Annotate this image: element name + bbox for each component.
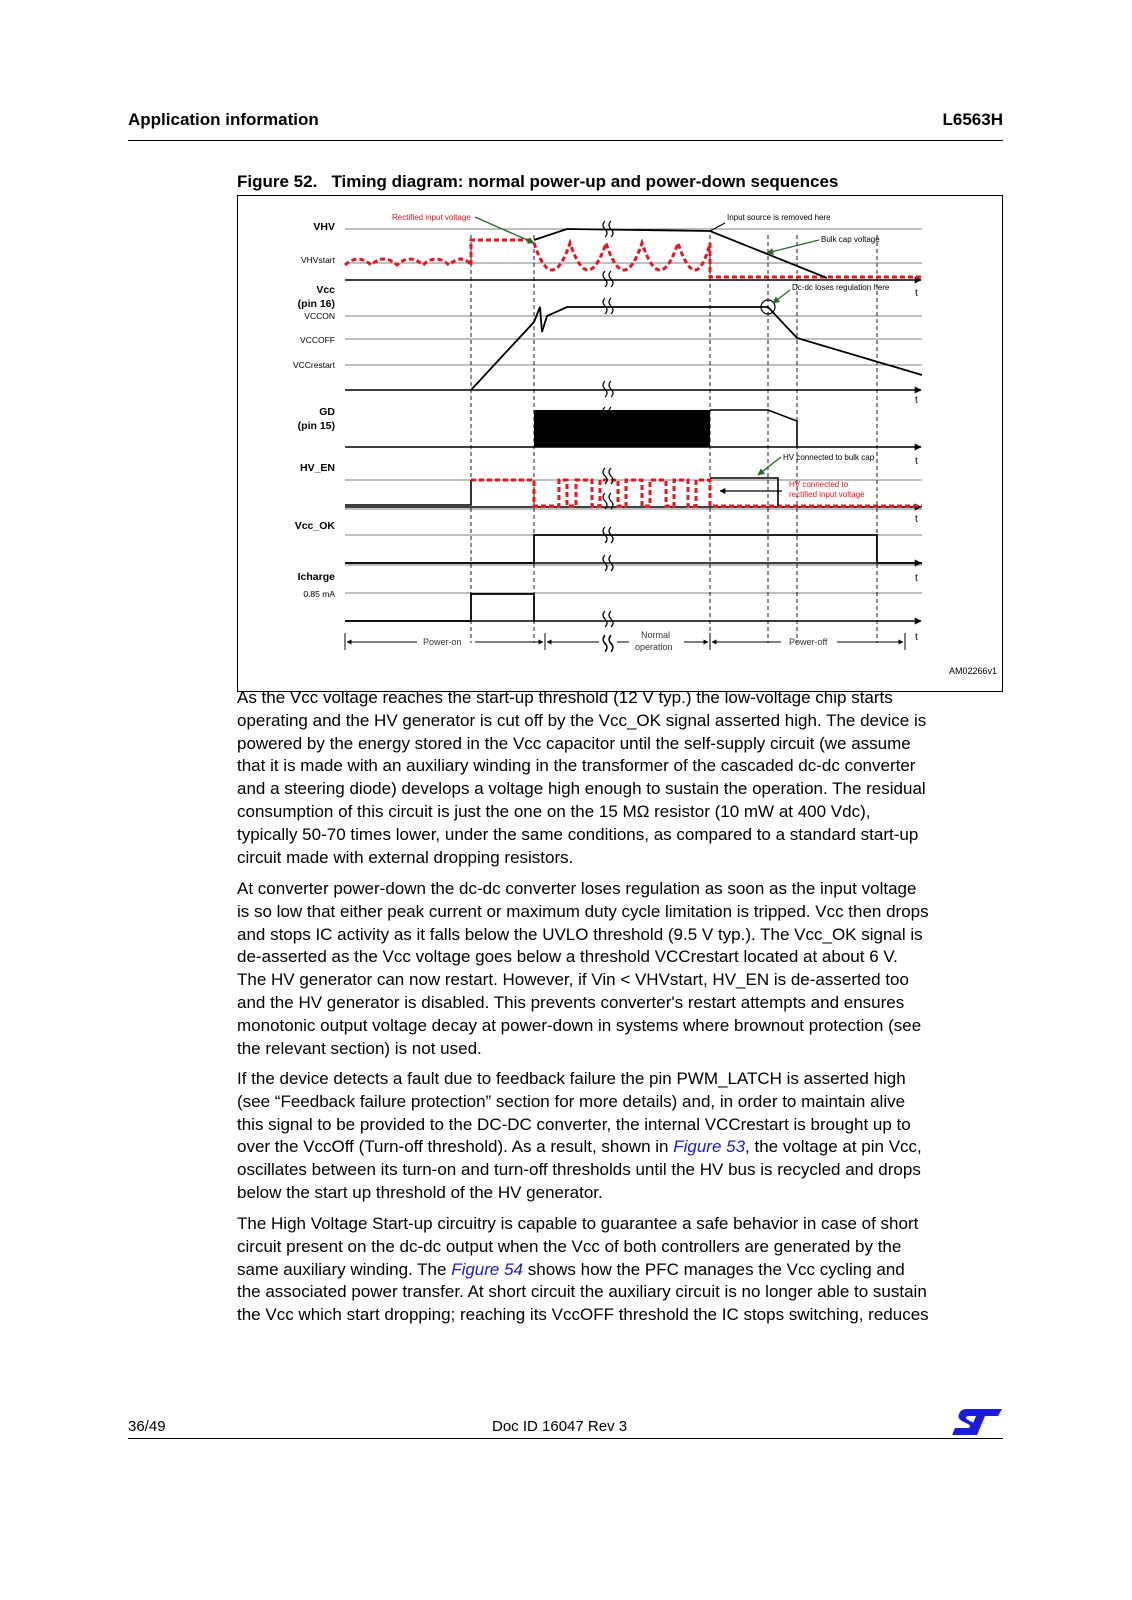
section-title: Application information (128, 110, 319, 129)
label-vcc-pin: (pin 16) (297, 298, 335, 310)
phase-labels (423, 630, 828, 652)
page-number: 36/49 (128, 1418, 166, 1435)
label-vcc-ok: Vcc_OK (294, 520, 335, 532)
paragraph-2 (237, 878, 1007, 1060)
t-labels (915, 288, 918, 643)
label-gd-pin: (pin 15) (297, 420, 335, 432)
phase-operation: operation (635, 642, 673, 652)
t-label: t (915, 573, 918, 584)
doc-id: Doc ID 16047 Rev 3 (492, 1418, 628, 1435)
vcc-ok-trace (345, 535, 922, 563)
annotation-input-removed: Input source is removed here (727, 213, 831, 222)
label-vhvstart: VHVstart (300, 255, 335, 265)
footer-rule (128, 1438, 1003, 1439)
signal-labels (292, 221, 336, 583)
figure-code: AM02266v1 (948, 666, 997, 676)
paragraph-3-line: (see “Feedback failure protection” section for more details) and, in order to maintain alive (237, 1091, 906, 1111)
paragraph-3-line: oscillates between its turn-on and turn-off thresholds until the HV bus is recycled and drops (237, 1160, 921, 1180)
label-icharge: Icharge (297, 571, 335, 583)
paragraph-1-line: As the Vcc voltage reaches the start-up threshold (12 V typ.) the low-voltage chip starts (237, 688, 893, 707)
label-vccon: VCCON (304, 311, 335, 321)
annotation-hv-bulk: HV connected to bulk cap (783, 453, 875, 462)
label-vccoff: VCCOFF (300, 335, 335, 345)
annotation-bulk-cap: Bulk cap voltage (821, 235, 880, 244)
paragraph-2-line: and stops IC activity as it falls below the UVLO threshold (9.5 V typ.). The Vcc_OK signal is (237, 924, 923, 944)
label-hv-en: HV_EN (299, 462, 335, 474)
label-vhv: VHV (313, 221, 335, 233)
paragraph-2-line: monotonic output voltage decay at power-down in systems where brownout protection (see (237, 1015, 922, 1035)
paragraph-4-line: shows how the PFC manages the Vcc cycling and (523, 1259, 905, 1279)
paragraph-4-line: same auxiliary winding. The (237, 1259, 452, 1279)
paragraph-1-line: circuit made with external dropping resistors. (237, 847, 574, 867)
paragraph-2-line: is so low that either peak current or maximum duty cycle limitation is tripped. Vcc then drops (237, 901, 929, 921)
paragraph-1-line: powered by the energy stored in the Vcc capacitor until the self-supply circuit (we assume (237, 733, 911, 753)
paragraph-2-line: At converter power-down the dc-dc converter loses regulation as soon as the input voltage (237, 879, 917, 898)
paragraph-2-line: The HV generator can now restart. However, if Vin < VHVstart, HV_EN is de-asserted too (237, 970, 909, 990)
paragraph-4 (237, 1213, 1007, 1327)
paragraph-3-line: below the start up threshold of the HV generator. (237, 1182, 603, 1202)
vcc-trace (471, 300, 922, 390)
t-label: t (915, 632, 918, 643)
annotations (392, 213, 890, 499)
label-current: 0.85 mA (303, 589, 335, 599)
paragraph-4-line: The High Voltage Start-up circuitry is capable to guarantee a safe behavior in case of short (237, 1214, 919, 1233)
paragraph-1-line: operating and the HV generator is cut off by the Vcc_OK signal asserted high. The device is (237, 710, 927, 730)
t-label: t (915, 514, 918, 525)
header-rule (128, 140, 1003, 141)
paragraph-1 (237, 687, 1007, 869)
t-label: t (915, 288, 918, 299)
annotation-dcdc-loses: Dc-dc loses regulation here (792, 283, 890, 292)
t-label: t (915, 456, 918, 467)
paragraph-3-line: this signal to be provided to the DC-DC converter, the internal VCCrestart is brought up to (237, 1114, 911, 1134)
label-vccrestart: VCCrestart (292, 360, 335, 370)
paragraph-4-line: circuit present on the dc-dc output when the Vcc of both controllers are generated by the (237, 1236, 902, 1256)
label-vcc: Vcc (316, 284, 335, 296)
part-number: L6563H (942, 110, 1003, 129)
figure-53-link[interactable]: Figure 53 (673, 1137, 746, 1157)
timing-diagram (237, 195, 1003, 692)
paragraph-2-line: and the HV generator is disabled. This prevents converter's restart attempts and ensures (237, 992, 905, 1012)
paragraph-3-line: , the voltage at pin Vcc, (745, 1137, 922, 1157)
paragraph-1-line: that it is made with an auxiliary winding in the transformer of the cascaded dc-dc converter (237, 756, 916, 776)
phase-normal: Normal (641, 630, 671, 640)
paragraph-4-line: the associated power transfer. At short circuit the auxiliary circuit is no longer able to sustain (237, 1282, 927, 1302)
phase-power-on: Power-on (423, 637, 462, 647)
paragraph-3 (237, 1068, 1007, 1205)
annotation-hv-rect-2: rectified input voltage (789, 490, 865, 499)
paragraph-3-line: over the VccOff (Turn-off threshold). As a result, shown in (237, 1137, 674, 1157)
paragraph-1-line: typically 50-70 times lower, under the same conditions, as compared to a standard start-up (237, 824, 919, 844)
paragraph-1-line: consumption of this circuit is just the one on the 15 MΩ resistor (10 mW at 400 Vdc), (237, 801, 871, 821)
figure-caption: Figure 52. Timing diagram: normal power-up and power-down sequences (237, 172, 839, 191)
phase-power-off: Power-off (789, 637, 828, 647)
t-label: t (915, 395, 918, 406)
paragraph-2-line: the relevant section) is not used. (237, 1038, 482, 1058)
annotation-hv-rect-1: HV connected to (789, 480, 849, 489)
icharge-trace (345, 594, 534, 621)
st-logo-icon (952, 1409, 1002, 1435)
figure-54-link[interactable]: Figure 54 (451, 1259, 524, 1279)
paragraph-2-line: de-asserted as the Vcc voltage goes below a threshold VCCrestart located at about 6 V. (237, 947, 898, 967)
paragraph-1-line: and a steering diode) develops a voltage high enough to sustain the operation. The residual (237, 779, 926, 799)
annotation-rectified: Rectified input voltage (392, 213, 471, 222)
gd-trace (534, 410, 797, 447)
paragraph-4-line: the Vcc which start dropping; reaching its VccOFF threshold the IC stops switching, reduces (237, 1305, 929, 1325)
time-axes (345, 280, 921, 621)
paragraph-3-line: If the device detects a fault due to feedback failure the pin PWM_LATCH is asserted high (237, 1069, 906, 1088)
label-gd: GD (319, 406, 335, 418)
